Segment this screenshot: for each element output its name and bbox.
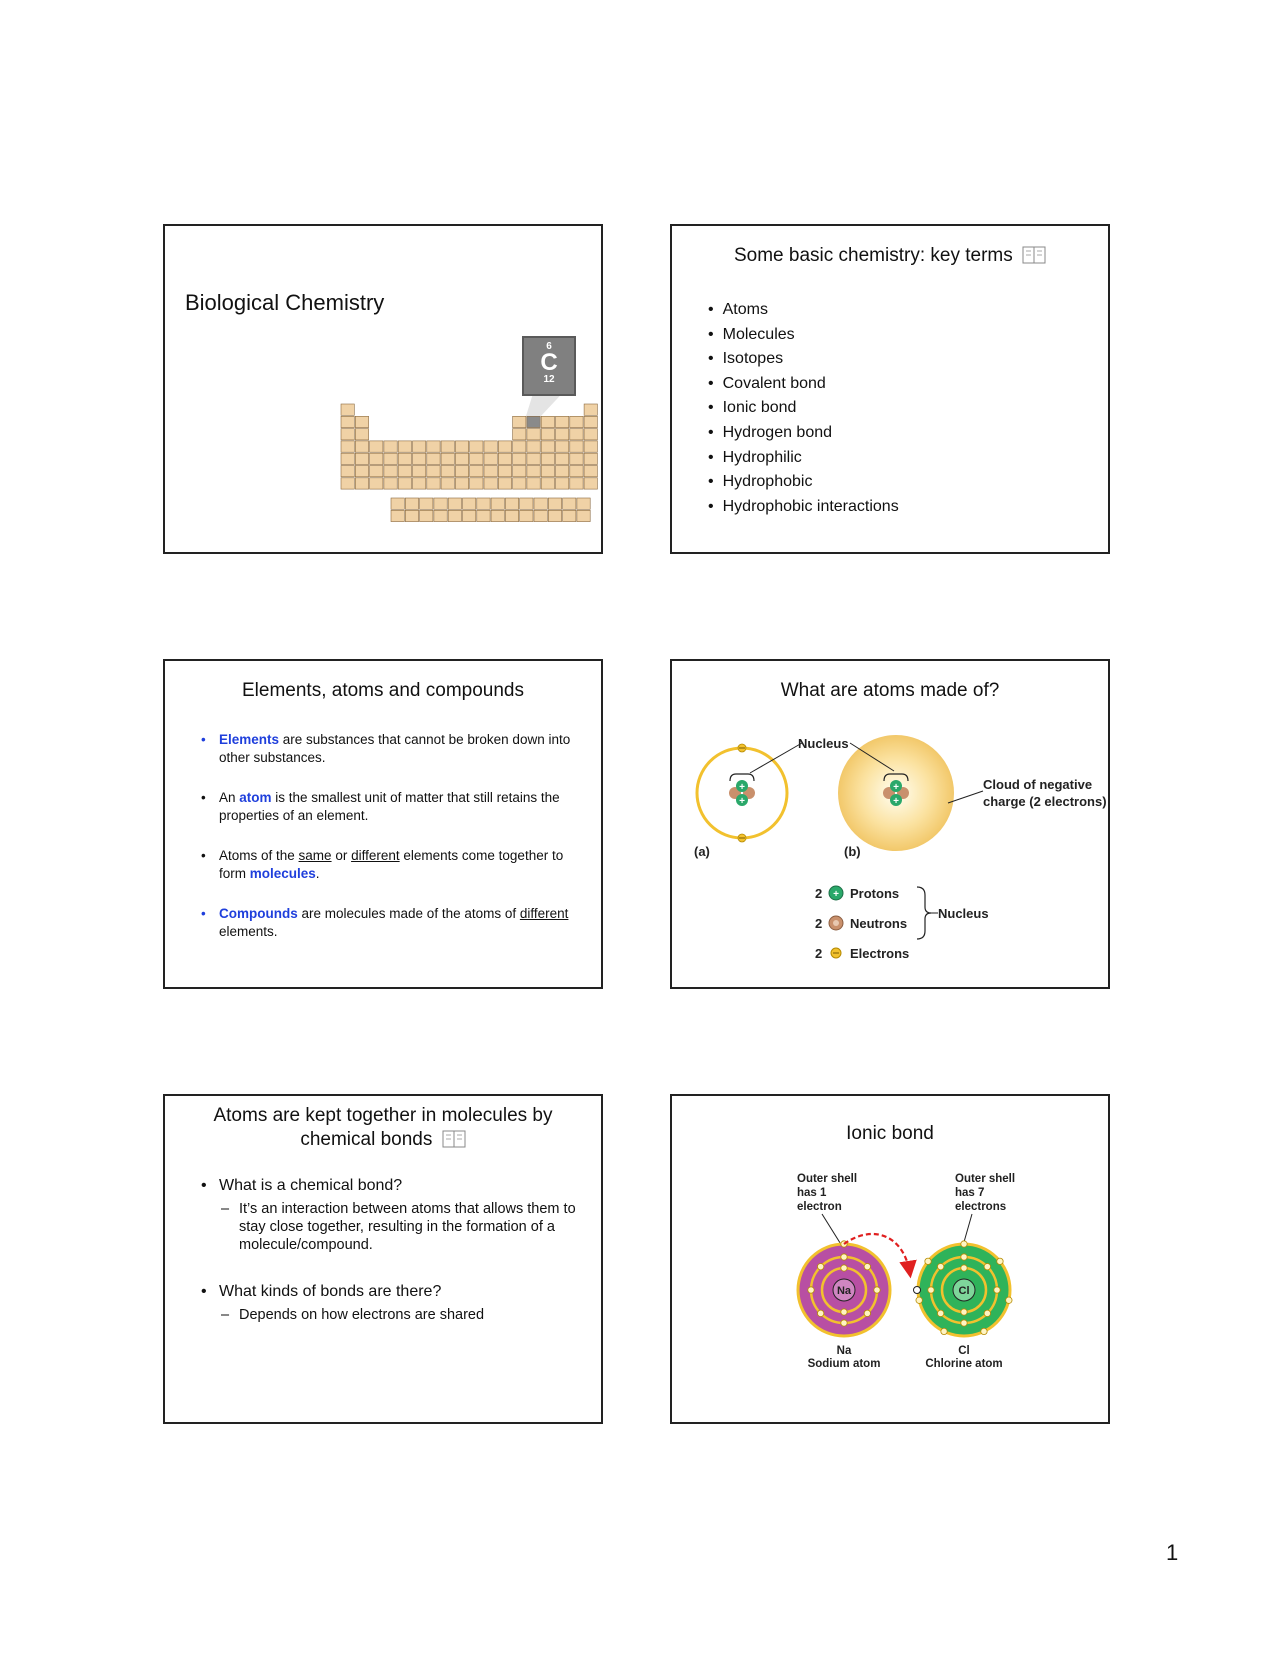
chlorine-symbol: Cl [958, 1285, 970, 1297]
element-cell [391, 498, 404, 509]
element-cell [427, 478, 440, 489]
electron-orbit [697, 748, 787, 838]
sodium-symbol-label: Na [836, 1345, 852, 1357]
slide-title [165, 1104, 601, 1152]
element-cell [477, 510, 490, 521]
bullet-text: It’s an interaction between atoms that allows them to stay close together, resulting in the formation of a molecule/compound. [239, 1201, 576, 1253]
element-cell [534, 498, 547, 509]
element-cell [477, 498, 490, 509]
element-cell [520, 498, 533, 509]
electron [841, 1265, 847, 1271]
book-icon [442, 1130, 466, 1148]
bullet-compounds: • Compounds are molecules made of the atoms of different elements. [201, 906, 569, 939]
element-cell [370, 453, 383, 464]
element-cell [455, 441, 468, 452]
underlined-word: same [298, 848, 332, 863]
element-cell [405, 498, 418, 509]
ionic-bond-diagram [672, 1166, 1110, 1424]
element-cell [498, 466, 511, 477]
bullet-atom: • An atom is the smallest unit of matter that still retains the properties of an element. [201, 790, 560, 823]
element-cell [434, 498, 447, 509]
element-cell [570, 453, 583, 464]
element-cell [384, 478, 397, 489]
left-note: has 1 [797, 1187, 827, 1199]
list-item: • Covalent bond [708, 372, 899, 397]
element-cell [355, 429, 368, 440]
element-cell [455, 453, 468, 464]
list-item: • Molecules [708, 323, 899, 348]
element-cell [584, 404, 597, 415]
label-a: (a) [694, 844, 710, 859]
element-cell [384, 466, 397, 477]
element-cell [541, 453, 554, 464]
legend-label: Electrons [850, 946, 910, 961]
atomic-number: 6 [546, 341, 552, 352]
element-cell [341, 478, 354, 489]
nucleus-a [729, 780, 755, 807]
element-cell [470, 478, 483, 489]
slide-atom-structure [670, 659, 1110, 989]
electron [916, 1297, 922, 1303]
bullet-elements: • Elements are substances that cannot be broken down into other substances. [201, 732, 571, 765]
slide-title-line: chemical bonds [300, 1129, 433, 1150]
electron [937, 1263, 943, 1269]
element-cell [355, 441, 368, 452]
electron [961, 1265, 967, 1271]
bullet-text: . [315, 866, 320, 881]
element-cell [370, 478, 383, 489]
sub-bullet: – Depends on how electrons are shared [221, 1307, 485, 1323]
element-cell [527, 466, 540, 477]
element-cell [398, 466, 411, 477]
electron [864, 1263, 870, 1269]
chlorine-name: Chlorine atom [925, 1358, 1003, 1370]
element-cell [513, 453, 526, 464]
element-cell [355, 466, 368, 477]
electron [981, 1328, 987, 1334]
electron [841, 1309, 847, 1315]
element-cell [341, 453, 354, 464]
slide-title [672, 244, 1108, 268]
electron [961, 1254, 967, 1260]
list-item: • Hydrogen bond [708, 421, 899, 446]
element-cell [484, 466, 497, 477]
right-note: electrons [955, 1201, 1007, 1213]
electron [925, 1258, 931, 1264]
electron [961, 1320, 967, 1326]
electron [984, 1310, 990, 1316]
nucleus-label: Nucleus [798, 736, 849, 751]
element-cell [527, 478, 540, 489]
element-cell [455, 478, 468, 489]
element-cell [563, 510, 576, 521]
element-cell [427, 453, 440, 464]
bullet-text: elements. [219, 924, 278, 939]
legend-label: Neutrons [850, 916, 908, 931]
slide-title-line: Atoms are kept together in molecules by [213, 1105, 553, 1126]
element-cell [355, 416, 368, 427]
electron [1006, 1297, 1012, 1303]
bullet-molecules: • Atoms of the same or different elements come together to form molecules. [201, 848, 564, 881]
element-cell [577, 510, 590, 521]
electron-cloud [838, 735, 954, 851]
right-note: Outer shell [955, 1173, 1016, 1185]
element-cell [513, 466, 526, 477]
legend-count: 2 [815, 916, 823, 931]
electron [817, 1263, 823, 1269]
bullet-text: are substances that cannot be broken down into other substances. [219, 732, 571, 765]
element-cell [520, 510, 533, 521]
electron [841, 1320, 847, 1326]
slide-key-terms [670, 224, 1110, 554]
element-cell [548, 510, 561, 521]
list-item: • Hydrophobic interactions [708, 495, 899, 520]
electron [808, 1287, 814, 1293]
atomic-mass: 12 [543, 374, 555, 385]
keyword: molecules [249, 866, 316, 881]
list-item: • Isotopes [708, 347, 899, 372]
element-cell [563, 498, 576, 509]
slide-ionic-bond [670, 1094, 1110, 1424]
element-cell [541, 416, 554, 427]
keyword: Elements [219, 732, 280, 747]
element-cell [556, 416, 569, 427]
element-cell [534, 510, 547, 521]
element-cell [577, 498, 590, 509]
slide-title: What are atoms made of? [780, 680, 1000, 701]
bullet-question: • What is a chemical bond? [201, 1177, 403, 1194]
element-cell [556, 429, 569, 440]
element-cell [498, 478, 511, 489]
element-cell [441, 441, 454, 452]
element-cell [384, 441, 397, 452]
vacancy [914, 1287, 921, 1294]
left-note: Outer shell [797, 1173, 858, 1185]
element-cell [484, 441, 497, 452]
sodium-symbol: Na [836, 1285, 852, 1297]
element-cell [556, 453, 569, 464]
sub-bullet: – It’s an interaction between atoms that allows them to stay close together, resulting in the formation of a molecule/compound. [221, 1201, 576, 1253]
element-cell [355, 478, 368, 489]
element-cell [427, 466, 440, 477]
element-cell [556, 478, 569, 489]
electron [937, 1310, 943, 1316]
element-cell [434, 510, 447, 521]
element-cell [463, 498, 476, 509]
slide-title: Biological Chemistry [185, 290, 385, 315]
element-cell [584, 466, 597, 477]
electron [874, 1287, 880, 1293]
bullet-text: or [331, 848, 352, 863]
element-cell [441, 453, 454, 464]
page-number: 1 [1166, 1540, 1179, 1565]
bullet-text: What kinds of bonds are there? [219, 1283, 442, 1300]
element-cell [463, 510, 476, 521]
element-cell [341, 416, 354, 427]
element-cell [470, 466, 483, 477]
element-cell [570, 478, 583, 489]
element-cell [441, 466, 454, 477]
element-cell [384, 453, 397, 464]
sodium-name: Sodium atom [807, 1358, 881, 1370]
element-cell [556, 466, 569, 477]
legend-count: 2 [815, 946, 823, 961]
element-cell [413, 441, 426, 452]
element-cell [541, 466, 554, 477]
element-cell [355, 453, 368, 464]
list-item: • Atoms [708, 298, 899, 323]
element-cell [370, 441, 383, 452]
element-cell [470, 453, 483, 464]
list-item: • Hydrophilic [708, 446, 899, 471]
bullet-text: Atoms of the [219, 848, 299, 863]
electron [961, 1309, 967, 1315]
element-cell [448, 498, 461, 509]
element-cell [513, 478, 526, 489]
bullet-text: is the smallest unit of matter that still retains the properties of an element. [219, 790, 560, 823]
legend-nucleus: Nucleus [938, 906, 989, 921]
label-b: (b) [844, 844, 861, 859]
element-cell [556, 441, 569, 452]
bullet-question: • What kinds of bonds are there? [201, 1283, 442, 1300]
element-cell [570, 429, 583, 440]
bullet-text: Depends on how electrons are shared [239, 1307, 485, 1323]
element-cell [584, 478, 597, 489]
element-cell [584, 416, 597, 427]
electron [984, 1263, 990, 1269]
cloud-label: Cloud of negative [983, 777, 1093, 792]
svg-text:+: + [893, 782, 899, 793]
electron [994, 1287, 1000, 1293]
element-cell [498, 453, 511, 464]
underlined-word: different [351, 848, 400, 863]
element-cell [584, 441, 597, 452]
list-item: • Ionic bond [708, 396, 899, 421]
bullet-list [201, 731, 571, 963]
element-cell [341, 466, 354, 477]
electron [961, 1241, 967, 1247]
element-cell [491, 498, 504, 509]
element-cell [527, 453, 540, 464]
element-cell [570, 441, 583, 452]
element-cell [513, 441, 526, 452]
electron [841, 1254, 847, 1260]
element-cell [420, 498, 433, 509]
element-cell [341, 441, 354, 452]
element-cell [484, 453, 497, 464]
element-cell [570, 466, 583, 477]
bullet-text: An [219, 790, 240, 805]
element-cell [413, 478, 426, 489]
element-cell [541, 441, 554, 452]
element-symbol: C [540, 349, 558, 376]
bullet-text: are molecules made of the atoms of [297, 906, 520, 921]
element-cell [398, 478, 411, 489]
bullet-text: What is a chemical bond? [219, 1177, 403, 1194]
element-cell [370, 466, 383, 477]
element-cell [413, 453, 426, 464]
right-note: has 7 [955, 1187, 985, 1199]
element-cell [420, 510, 433, 521]
slide-title: Elements, atoms and compounds [242, 680, 524, 701]
element-cell [470, 441, 483, 452]
keyword: atom [239, 790, 272, 805]
carbon-element-card [522, 336, 576, 396]
underlined-word: different [519, 906, 569, 921]
electron [941, 1328, 947, 1334]
element-cell [527, 429, 540, 440]
element-cell [413, 466, 426, 477]
atom-diagram [672, 701, 1110, 989]
key-terms-list [708, 298, 899, 519]
slide-title-text: Some basic chemistry: key terms [733, 245, 1013, 266]
list-item: • Hydrophobic [708, 470, 899, 495]
chlorine-symbol-label: Cl [958, 1345, 970, 1357]
element-cell [513, 429, 526, 440]
bullet-list [201, 1176, 581, 1324]
electron [864, 1310, 870, 1316]
element-cell [441, 478, 454, 489]
svg-text:+: + [893, 796, 899, 807]
svg-text:+: + [739, 796, 745, 807]
element-cell [527, 416, 540, 427]
element-cell [341, 404, 354, 415]
element-cell [391, 510, 404, 521]
keyword: Compounds [219, 906, 298, 921]
element-cell [548, 498, 561, 509]
element-cell [341, 429, 354, 440]
element-cell [491, 510, 504, 521]
legend-label: Protons [850, 886, 900, 901]
element-cell [527, 441, 540, 452]
electron [928, 1287, 934, 1293]
svg-text:+: + [833, 889, 839, 900]
electron [997, 1258, 1003, 1264]
element-cell [570, 416, 583, 427]
legend-count: 2 [815, 886, 823, 901]
element-cell [405, 510, 418, 521]
book-icon [1022, 246, 1046, 264]
element-cell [448, 510, 461, 521]
svg-text:+: + [739, 782, 745, 793]
element-cell [498, 441, 511, 452]
element-cell [541, 478, 554, 489]
left-note: electron [797, 1201, 842, 1213]
cloud-label: charge (2 electrons) [983, 794, 1107, 809]
element-cell [398, 441, 411, 452]
element-cell [484, 478, 497, 489]
element-cell [398, 453, 411, 464]
element-cell [427, 441, 440, 452]
electron [817, 1310, 823, 1316]
element-cell [513, 416, 526, 427]
element-cell [584, 453, 597, 464]
element-cell [455, 466, 468, 477]
element-cell [541, 429, 554, 440]
element-cell [505, 510, 518, 521]
slide-title: Ionic bond [846, 1123, 934, 1144]
slide-biological-chemistry [163, 224, 603, 554]
element-cell [584, 429, 597, 440]
slide-elements-atoms-compounds [163, 659, 603, 989]
slide-chemical-bonds [163, 1094, 603, 1424]
element-cell [505, 498, 518, 509]
bullet-text: elements come together to form [219, 848, 564, 881]
